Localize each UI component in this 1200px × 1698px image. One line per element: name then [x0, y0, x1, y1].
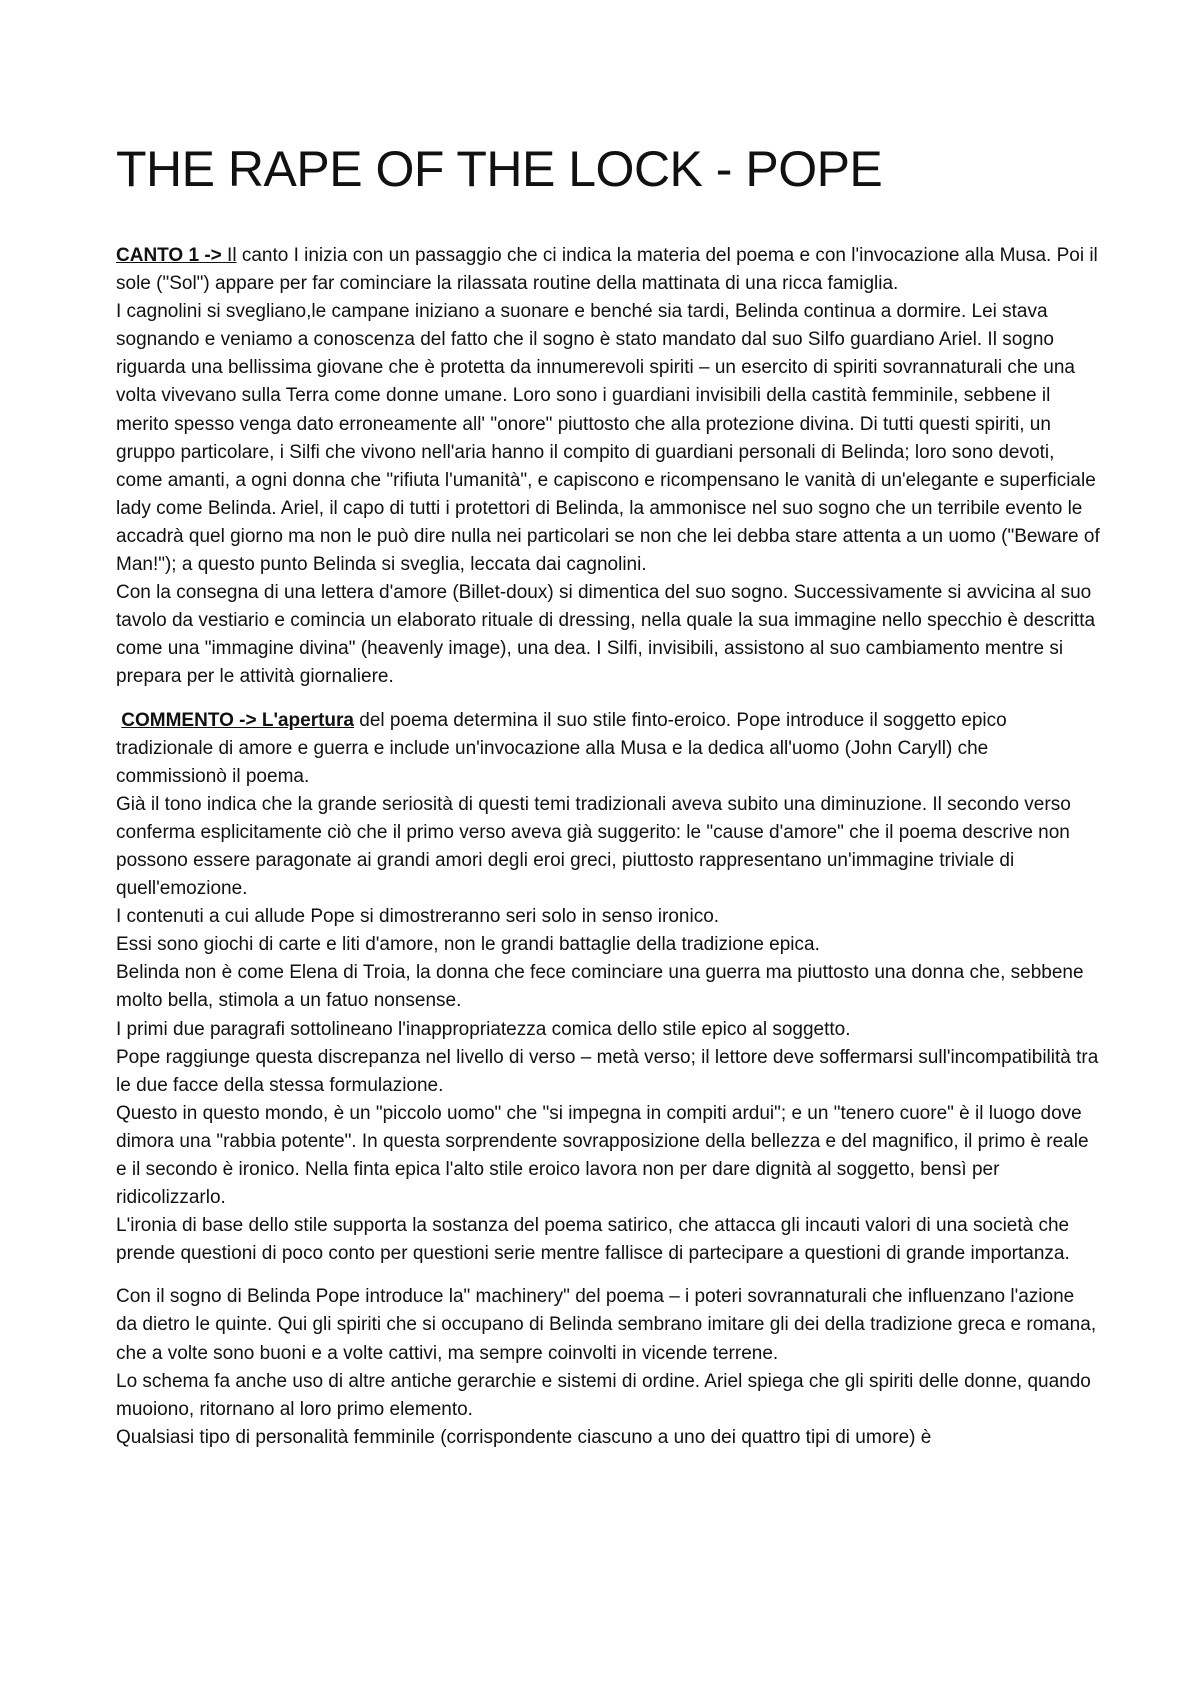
paragraph: Qualsiasi tipo di personalità femminile (corrispondente ciascuno a uno dei quattro tipi di umore) è [116, 1426, 932, 1448]
paragraph: I primi due paragrafi sottolineano l'inappropriatezza comica dello stile epico al soggetto. [116, 1018, 851, 1040]
section-heading-continuation: Il [221, 245, 237, 266]
paragraph: Già il tono indica che la grande seriosità di questi temi tradizionali aveva subito una diminuzione. Il secondo verso conferma esplicitamente ciò che il primo verso aveva già suggerito: le "cause d'amore" che il poema descrive non possono essere paragonate ai grandi amori degli eroi greci, piuttosto rappresentano un'immagine triviale di quell'emozione. [116, 793, 1071, 900]
paragraph-text: canto I inizia con un passaggio che ci indica la materia del poema e con l'invocazione alla Musa. Poi il sole ("Sol") appare per far cominciare la rilassata routine della mattinata di una ricca famiglia. [116, 245, 1098, 295]
section-machinery [116, 1283, 1100, 1452]
paragraph [116, 242, 1100, 298]
section-commento [116, 707, 1100, 1269]
paragraph-text: del poema determina il suo stile finto-eroico. Pope introduce il soggetto epico tradizionale di amore e guerra e include un'invocazione alla Musa e la dedica all'uomo (John Caryll) che commissionò il poema. [116, 709, 1007, 787]
paragraph: Pope raggiunge questa discrepanza nel livello di verso – metà verso; il lettore deve soffermarsi sull'incompatibilità tra le due facce della stessa formulazione. [116, 1046, 1099, 1096]
paragraph: Questo in questo mondo, è un "piccolo uomo" che "si impegna in compiti ardui"; e un "tenero cuore" è il luogo dove dimora una "rabbia potente". In questa sorprendente sovrapposizione della bellezza e del magnifico, il primo è reale e il secondo è ironico. Nella finta epica l'alto stile eroico lavora non per dare dignità al soggetto, bensì per ridicolizzarlo. [116, 1102, 1089, 1209]
paragraph: I contenuti a cui allude Pope si dimostreranno seri solo in senso ironico. [116, 906, 720, 928]
section-canto-1 [116, 242, 1100, 692]
paragraph: Belinda non è come Elena di Troia, la donna che fece cominciare una guerra ma piuttosto una donna che, sebbene molto bella, stimola a un fatuo nonsense. [116, 962, 1084, 1012]
section-heading: CANTO 1 -> [116, 245, 222, 266]
paragraph: Essi sono giochi di carte e liti d'amore, non le grandi battaglie della tradizione epica. [116, 934, 820, 956]
paragraph [116, 707, 1100, 791]
paragraph: I cagnolini si svegliano,le campane iniziano a suonare e benché sia tardi, Belinda continua a dormire. Lei stava sognando e veniamo a conoscenza del fatto che il sogno è stato mandato dal suo Silfo guardiano Ariel. Il sogno riguarda una bellissima giovane che è protetta da innumerevoli spiriti – un esercito di spiriti sovrannaturali che una volta vivevano sulla Terra come donne umane. Loro sono i guardiani invisibili della castità femminile, sebbene il merito spesso venga dato erroneamente all' "onore" piuttosto che alla protezione divina. Di tutti questi spiriti, un gruppo particolare, i Silfi che vivono nell'aria hanno il compito di guardiani personali di Belinda; loro sono devoti, come amanti, a ogni donna che "rifiuta l'umanità", e capiscono e ricompensano le vanità di un'elegante e superficiale lady come Belinda. Ariel, il capo di tutti i protettori di Belinda, la ammonisce nel suo sogno che un terribile evento le accadrà quel giorno ma non le può dire nulla nei particolari se non che lei debba stare attenta a un uomo ("Beware of Man!"); a questo punto Belinda si sveglia, leccata dai cagnolini. [116, 301, 1100, 576]
paragraph: Con la consegna di una lettera d'amore (Billet-doux) si dimentica del suo sogno. Successivamente si avvicina al suo tavolo da vestiario e comincia un elaborato rituale di dressing, nella quale la sua immagine nello specchio è descritta come una "immagine divina" (heavenly image), una dea. I Silfi, invisibili, assistono al suo cambiamento mentre si prepara per le attività giornaliere. [116, 582, 1096, 688]
paragraph: Lo schema fa anche uso di altre antiche gerarchie e sistemi di ordine. Ariel spiega che gli spiriti delle donne, quando muoiono, ritornano al loro primo elemento. [116, 1370, 1091, 1420]
paragraph: Con il sogno di Belinda Pope introduce la" machinery" del poema – i poteri sovrannaturali che influenzano l'azione da dietro le quinte. Qui gli spiriti che si occupano di Belinda sembrano imitare gli dei della tradizione greca e romana, che a volte sono buoni e a volte cattivi, ma sempre coinvolti in vicende terrene. [116, 1286, 1097, 1364]
document-page [116, 142, 1100, 1467]
paragraph: L'ironia di base dello stile supporta la sostanza del poema satirico, che attacca gli incauti valori di una società che prende questioni di poco conto per questioni serie mentre fallisce di partecipare a questioni di grande importanza. [116, 1215, 1070, 1265]
document-title: THE RAPE OF THE LOCK - POPE [116, 141, 883, 197]
section-heading: COMMENTO -> L'apertura [121, 709, 355, 731]
